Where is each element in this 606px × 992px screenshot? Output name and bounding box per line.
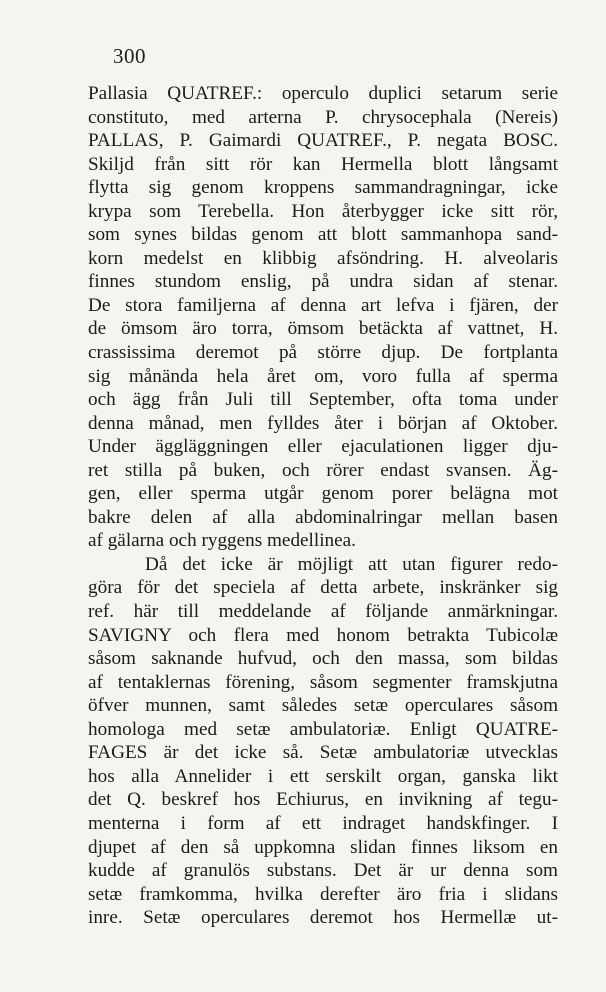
text-line: djupet af den så uppkomna slidan finnes liksom en: [88, 836, 558, 858]
text-line: menterna i form af ett indraget handskfinger. I: [88, 812, 558, 834]
text-line: homologa med setæ ambulatoriæ. Enligt QUATRE-: [88, 718, 558, 740]
text-line: öfver munnen, samt således setæ operculares såsom: [88, 695, 558, 717]
text-line: ret stilla på buken, och rörer endast svansen. Äg-: [88, 459, 558, 481]
page-number: 300: [113, 44, 146, 68]
text-line: flytta sig genom kroppens sammandragningar, icke: [88, 177, 558, 199]
text-line: som synes bildas genom att blott sammanhopa sand-: [88, 224, 558, 246]
text-line: sig månända hela året om, voro fulla af sperma: [88, 365, 558, 387]
text-line: FAGES är det icke så. Setæ ambulatoriæ utvecklas: [88, 742, 558, 764]
text-line: denna månad, men fylldes åter i början af Oktober.: [88, 412, 558, 434]
text-line: inre. Setæ operculares deremot hos Hermellæ ut-: [88, 907, 558, 929]
text-line: ref. här till meddelande af följande anmärkningar.: [88, 601, 558, 623]
text-line: af gälarna och ryggens medellinea.: [88, 530, 356, 552]
text-line: constituto, med arterna P. chrysocephala (Nereis): [88, 106, 558, 128]
body-text: [88, 82, 558, 930]
text-line: de ömsom äro torra, ömsom betäckta af vattnet, H.: [88, 318, 558, 340]
text-line: det Q. beskref hos Echiurus, en invikning af tegu-: [88, 789, 558, 811]
text-line: såsom saknande hufvud, och den massa, som bildas: [88, 648, 558, 670]
text-line: och ägg från Juli till September, ofta toma under: [88, 389, 558, 411]
text-line: Under äggläggningen eller ejaculationen ligger dju-: [88, 436, 558, 458]
text-line: De stora familjerna af denna art lefva i fjären, der: [88, 294, 558, 316]
text-line: PALLAS, P. Gaimardi QUATREF., P. negata BOSC.: [88, 130, 558, 152]
text-line: af tentaklernas förening, såsom segmenter framskjutna: [88, 671, 558, 693]
text-line: hos alla Annelider i ett serskilt organ, ganska likt: [88, 765, 558, 787]
text-line: gen, eller sperma utgår genom porer belägna mot: [88, 483, 558, 505]
text-line: korn medelst en klibbig afsöndring. H. alveolaris: [88, 247, 558, 269]
text-line: crassissima deremot på större djup. De fortplanta: [88, 342, 558, 364]
text-line: SAVIGNY och flera med honom betrakta Tubicolæ: [88, 624, 558, 646]
text-line: bakre delen af alla abdominalringar mellan basen: [88, 506, 558, 528]
text-line: Skiljd från sitt rör kan Hermella blott långsamt: [88, 153, 558, 175]
text-line: setæ framkomma, hvilka derefter äro fria i slidans: [88, 883, 558, 905]
text-line: Då det icke är möjligt att utan figurer redo-: [145, 553, 558, 575]
text-line: göra för det speciela af detta arbete, inskränker sig: [88, 577, 558, 599]
text-line: kudde af granulös substans. Det är ur denna som: [88, 860, 558, 882]
text-line: Pallasia QUATREF.: operculo duplici setarum serie: [88, 83, 558, 104]
text-line: krypa som Terebella. Hon återbygger icke sitt rör,: [88, 200, 558, 222]
text-line: finnes stundom enslig, på undra sidan af stenar.: [88, 271, 558, 293]
